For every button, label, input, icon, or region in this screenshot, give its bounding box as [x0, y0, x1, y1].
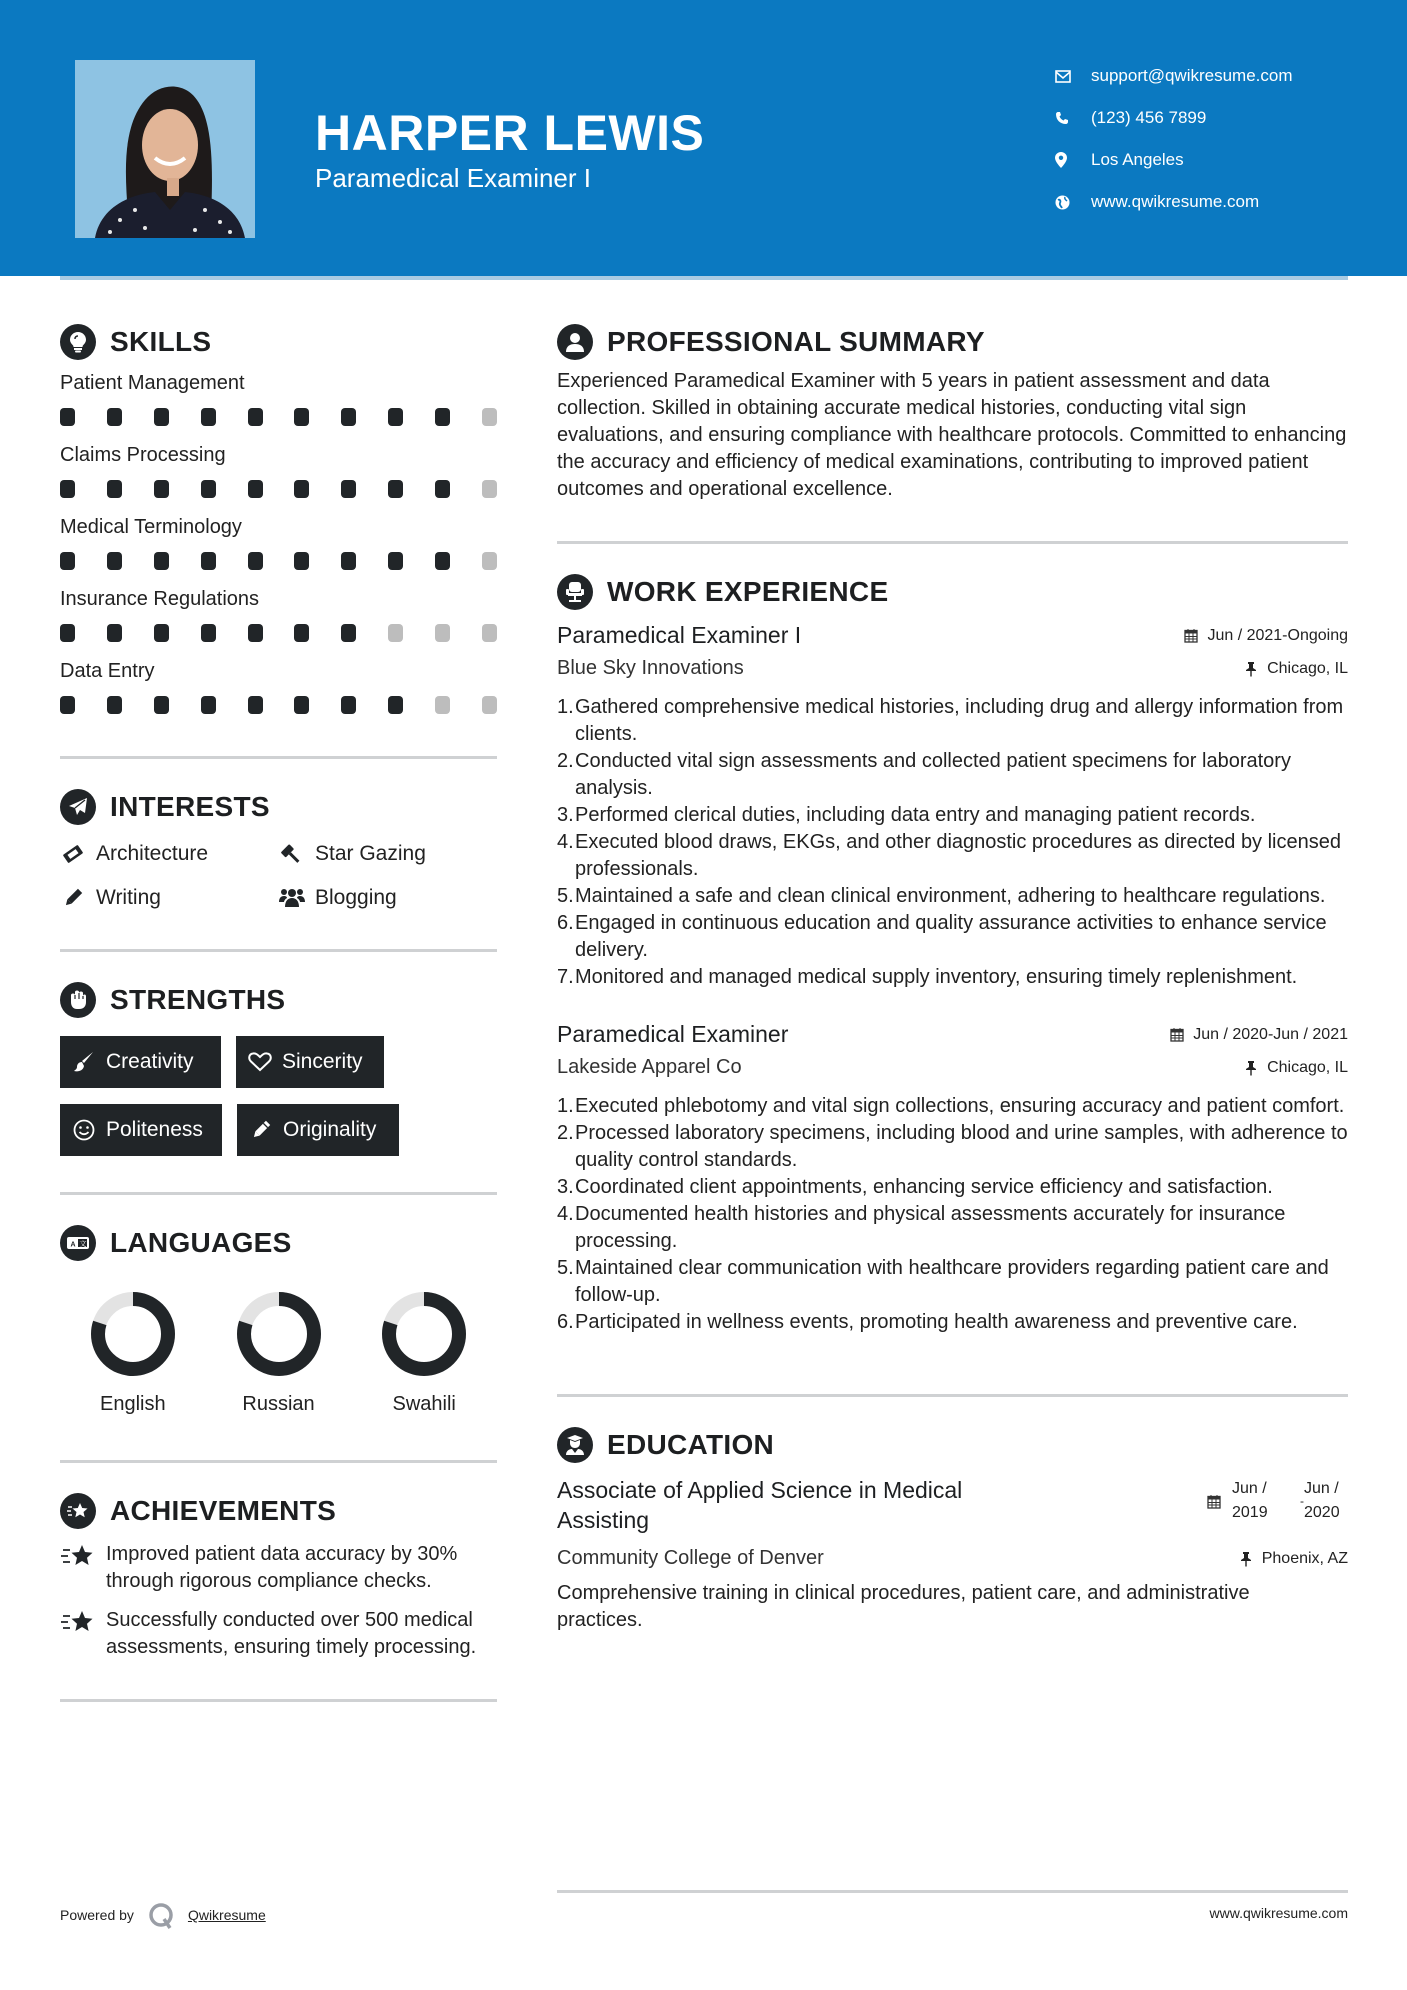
interest-item: Star Gazing [279, 839, 497, 869]
education-dates [1206, 1477, 1348, 1525]
pushpin-icon [1243, 1060, 1259, 1076]
section-divider [557, 541, 1348, 544]
star-icon [60, 1607, 96, 1637]
job-bullet: 5. Maintained clear communication with healthcare providers regarding patient care and follow-up. [557, 1257, 1329, 1306]
job-bullet: 6. Engaged in continuous education and quality assurance activities to enhance service delivery. [557, 912, 1327, 961]
languages-section [60, 1223, 497, 1416]
calendar-icon [1206, 1493, 1222, 1509]
header-divider [60, 276, 1348, 280]
skill-item: Patient Management [60, 370, 497, 428]
languages-list [60, 1291, 497, 1416]
rating-dot-filled [107, 552, 122, 570]
rating-dot-empty [435, 624, 450, 642]
rating-dot-filled [107, 408, 122, 426]
achievements-section [60, 1491, 497, 1661]
job-location: Chicago, IL [1243, 1059, 1348, 1077]
rating-dot-filled [107, 624, 122, 642]
interest-item: Writing [60, 883, 279, 913]
qwikresume-logo-icon [146, 1900, 176, 1930]
section-divider [557, 1394, 1348, 1397]
language-proficiency-donut [90, 1291, 176, 1377]
achievement-item: Successfully conducted over 500 medical assessments, ensuring timely processing. [60, 1607, 497, 1661]
job-bullets [557, 1093, 1348, 1336]
rating-dot-filled [248, 696, 263, 714]
rating-dot-filled [201, 696, 216, 714]
experience-heading: WORK EXPERIENCE [557, 572, 1348, 612]
education-end: Jun / 2020 [1304, 1480, 1340, 1521]
skill-item: Medical Terminology [60, 514, 497, 572]
skill-rating [60, 624, 497, 644]
education-location: Phoenix, AZ [1238, 1550, 1348, 1568]
job-bullet: 5. Maintained a safe and clean clinical environment, adhering to healthcare regulations. [557, 885, 1326, 907]
language-proficiency-donut [381, 1291, 467, 1377]
rating-dot-filled [435, 408, 450, 426]
interest-item: Blogging [279, 883, 497, 913]
rating-dot-filled [154, 480, 169, 498]
candidate-title: Paramedical Examiner I [315, 163, 591, 193]
rating-dot-filled [388, 480, 403, 498]
language-item: Russian [206, 1291, 352, 1416]
languages-heading: A 文 LANGUAGES [60, 1223, 497, 1263]
strength-badge: Creativity [60, 1036, 221, 1088]
job-entry [557, 622, 1348, 991]
rating-dot-filled [341, 552, 356, 570]
degree-title: Associate of Applied Science in Medical Assisting [557, 1477, 963, 1533]
rating-dot-empty [388, 624, 403, 642]
contact-location: Los Angeles [1055, 139, 1293, 181]
graduate-icon [557, 1427, 593, 1463]
interests-heading: INTERESTS [60, 787, 497, 827]
smile-icon [72, 1118, 96, 1142]
user-icon [557, 324, 593, 360]
rating-dot-filled [388, 408, 403, 426]
interests-list [60, 839, 497, 913]
achievements-list [60, 1541, 497, 1661]
job-bullet: 6. Participated in wellness events, promoting health awareness and preventive care. [557, 1311, 1298, 1333]
skill-rating [60, 408, 497, 428]
strength-badge: Sincerity [236, 1036, 384, 1088]
rating-dot-filled [248, 480, 263, 498]
rating-dot-filled [294, 480, 309, 498]
company-name: Lakeside Apparel Co [557, 1056, 742, 1078]
profile-photo [75, 60, 255, 238]
rating-dot-filled [107, 480, 122, 498]
job-title: Paramedical Examiner [557, 1021, 789, 1047]
rating-dot-filled [60, 624, 75, 642]
fist-icon [60, 982, 96, 1018]
rating-dot-filled [294, 552, 309, 570]
rating-dot-filled [341, 408, 356, 426]
rating-dot-filled [201, 552, 216, 570]
school-name: Community College of Denver [557, 1547, 824, 1569]
rating-dot-filled [435, 552, 450, 570]
rating-dot-filled [154, 624, 169, 642]
office-chair-icon [557, 574, 593, 610]
right-column [557, 300, 1348, 1634]
skill-rating [60, 480, 497, 500]
job-dates: Jun / 2020-Jun / 2021 [1169, 1026, 1348, 1044]
pushpin-icon [1243, 661, 1259, 677]
rating-dot-filled [201, 624, 216, 642]
rating-dot-empty [482, 480, 497, 498]
summary-heading: PROFESSIONAL SUMMARY [557, 322, 1348, 362]
rating-dot-empty [435, 696, 450, 714]
svg-text:文: 文 [79, 1240, 87, 1248]
star-badge-icon [60, 1493, 96, 1529]
summary-section [557, 322, 1348, 503]
job-bullet: 2. Conducted vital sign assessments and collected patient specimens for laboratory analysis. [557, 750, 1291, 799]
language-item: Swahili [351, 1291, 497, 1416]
skill-item: Data Entry [60, 658, 497, 716]
resume-header [0, 0, 1407, 276]
interests-section [60, 787, 497, 913]
ticket-icon [60, 842, 86, 866]
paintbrush-icon [72, 1050, 96, 1074]
achievements-heading: ACHIEVEMENTS [60, 1491, 497, 1531]
footer-website-link[interactable]: www.qwikresume.com [1209, 1905, 1348, 1921]
education-section [557, 1425, 1348, 1634]
job-bullet: 4. Documented health histories and physical assessments accurately for insurance processing. [557, 1203, 1286, 1252]
rating-dot-filled [107, 696, 122, 714]
job-dates: Jun / 2021-Ongoing [1183, 627, 1348, 645]
globe-icon [1055, 192, 1079, 212]
rating-dot-filled [388, 696, 403, 714]
svg-text:A: A [70, 1241, 76, 1249]
contact-website[interactable]: www.qwikresume.com [1055, 181, 1293, 223]
rating-dot-filled [60, 408, 75, 426]
footer-divider [557, 1890, 1348, 1893]
rating-dot-filled [248, 624, 263, 642]
skill-rating [60, 696, 497, 716]
map-pin-icon [1055, 150, 1079, 170]
qwikresume-link[interactable]: Qwikresume [187, 1907, 266, 1923]
strength-badge: Originality [237, 1104, 399, 1156]
skills-heading: SKILLS [60, 322, 497, 362]
education-start: Jun / 2019 [1232, 1480, 1268, 1521]
rating-dot-filled [154, 408, 169, 426]
section-divider [60, 756, 497, 759]
date-separator: - [1300, 1494, 1304, 1508]
achievement-item: Improved patient data accuracy by 30% through rigorous compliance checks. [60, 1541, 497, 1595]
section-divider [60, 1699, 497, 1702]
calendar-icon [1183, 628, 1199, 644]
gavel-icon [279, 842, 305, 866]
rating-dot-empty [482, 624, 497, 642]
paper-plane-icon [60, 789, 96, 825]
footer-powered-by: Powered by Qwikresume [60, 1900, 266, 1930]
job-bullet: 3. Coordinated client appointments, enhancing service efficiency and satisfaction. [557, 1176, 1273, 1198]
job-location: Chicago, IL [1243, 660, 1348, 678]
rating-dot-empty [482, 696, 497, 714]
rating-dot-filled [294, 696, 309, 714]
skills-list [60, 370, 497, 716]
users-icon [279, 886, 305, 910]
company-name: Blue Sky Innovations [557, 657, 744, 679]
education-entry [557, 1475, 1348, 1634]
lightbulb-icon [60, 324, 96, 360]
rating-dot-filled [294, 624, 309, 642]
translate-icon [60, 1225, 96, 1261]
experience-section [557, 572, 1348, 1336]
job-bullet: 4. Executed blood draws, EKGs, and other diagnostic procedures as directed by licensed professionals. [557, 831, 1341, 880]
rating-dot-empty [482, 408, 497, 426]
rating-dot-filled [435, 480, 450, 498]
rating-dot-filled [60, 480, 75, 498]
section-divider [60, 1460, 497, 1463]
pencil-icon [60, 886, 86, 910]
rating-dot-filled [201, 408, 216, 426]
rating-dot-filled [341, 696, 356, 714]
rating-dot-empty [482, 552, 497, 570]
calendar-icon [1169, 1027, 1185, 1043]
section-divider [60, 1192, 497, 1195]
summary-text: Experienced Paramedical Examiner with 5 years in patient assessment and data collection. Skilled in obtaining accurate medical histories, conducting vital sign evaluations, and ensuring compliance with healthcare protocols. Committed to enhancing the accuracy and efficiency of medical examinations, contributing to improved patient outcomes and operational excellence. [557, 370, 1347, 500]
job-bullet: 7. Monitored and managed medical supply inventory, ensuring timely replenishment. [557, 966, 1298, 988]
education-description: Comprehensive training in clinical procedures, patient care, and administrative practices. [557, 1582, 1250, 1631]
star-icon [60, 1541, 96, 1571]
candidate-name: HARPER LEWIS [315, 105, 705, 161]
job-entry [557, 1021, 1348, 1336]
job-bullet: 1. Executed phlebotomy and vital sign collections, ensuring accuracy and patient comfort. [557, 1095, 1345, 1117]
pencil-icon [249, 1118, 273, 1142]
job-title: Paramedical Examiner I [557, 622, 802, 648]
skill-item: Insurance Regulations [60, 586, 497, 644]
job-bullet: 2. Processed laboratory specimens, including blood and urine samples, with adherence to quality control standards. [557, 1122, 1348, 1171]
job-bullet: 3. Performed clerical duties, including data entry and managing patient records. [557, 804, 1256, 826]
skills-section [60, 322, 497, 716]
rating-dot-filled [294, 408, 309, 426]
envelope-icon [1055, 66, 1079, 86]
language-item: English [60, 1291, 206, 1416]
left-column [60, 300, 497, 1702]
job-bullet: 1. Gathered comprehensive medical histories, including drug and allergy information from clients. [557, 696, 1344, 745]
rating-dot-filled [60, 696, 75, 714]
strengths-heading: STRENGTHS [60, 980, 497, 1020]
rating-dot-filled [341, 480, 356, 498]
rating-dot-filled [248, 552, 263, 570]
section-divider [60, 949, 497, 952]
education-heading: EDUCATION [557, 1425, 1348, 1465]
contact-phone[interactable]: (123) 456 7899 [1055, 97, 1293, 139]
rating-dot-filled [388, 552, 403, 570]
contact-list [1055, 55, 1293, 223]
rating-dot-filled [154, 552, 169, 570]
rating-dot-filled [248, 408, 263, 426]
rating-dot-filled [60, 552, 75, 570]
job-bullets [557, 694, 1348, 991]
contact-email[interactable]: support@qwikresume.com [1055, 55, 1293, 97]
skill-rating [60, 552, 497, 572]
rating-dot-filled [341, 624, 356, 642]
strengths-list [60, 1036, 497, 1156]
skill-item: Claims Processing [60, 442, 497, 500]
strengths-section [60, 980, 497, 1156]
language-proficiency-donut [236, 1291, 322, 1377]
phone-icon [1055, 108, 1079, 128]
strength-badge: Politeness [60, 1104, 222, 1156]
rating-dot-filled [201, 480, 216, 498]
interest-item: Architecture [60, 839, 279, 869]
rating-dot-filled [154, 696, 169, 714]
pushpin-icon [1238, 1551, 1254, 1567]
heart-icon [248, 1050, 272, 1074]
